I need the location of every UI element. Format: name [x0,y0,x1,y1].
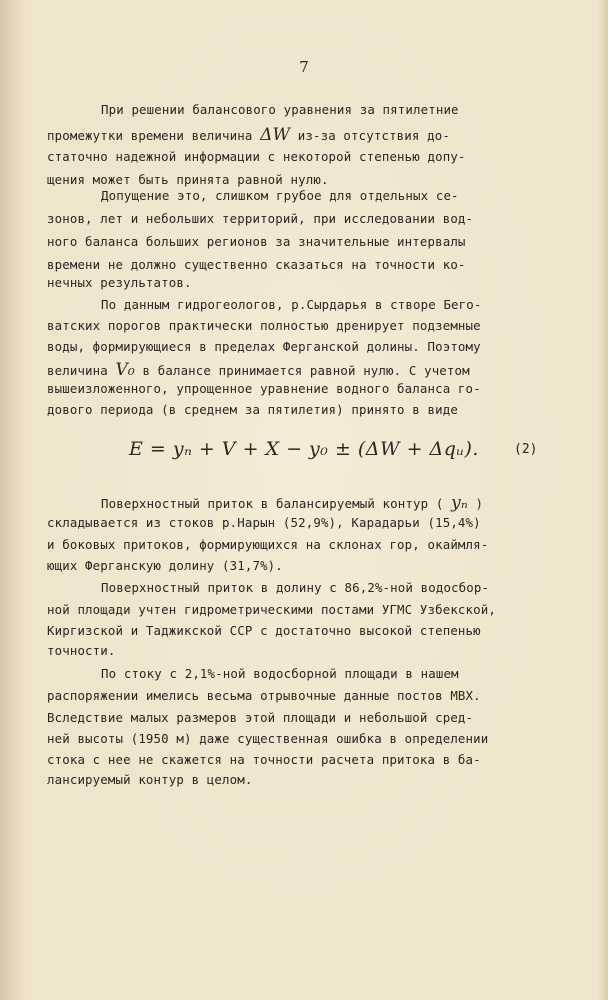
text-segment: в балансе принимается равной нулю. С учетом [134,363,470,378]
text-line [47,362,470,379]
text-line: По данным гидрогеологов, р.Сырдарья в створе Бего- [101,297,482,312]
text-line: При решении балансового уравнения за пятилетние [101,102,459,117]
text-line: ющих Ферганскую долину (31,7%). [47,558,283,573]
text-segment: величина [47,363,116,378]
text-segment: ) [467,496,484,511]
text-line: зонов, лет и небольших территорий, при исследовании вод- [47,211,474,226]
yn-symbol: yₙ [451,493,468,513]
text-line: точности. [47,643,116,658]
text-line: щения может быть принята равной нулю. [47,172,329,187]
text-segment: из-за отсутствия до- [290,128,450,143]
text-line: стока с нее не скажется на точности расчета притока в ба- [47,752,481,767]
page-shadow-right [598,0,608,1000]
text-line: лансируемый контур в целом. [47,772,253,787]
page-shadow-left [0,0,26,1000]
text-line [47,127,450,144]
text-line: статочно надежной информации с некоторой степенью допу- [47,149,466,164]
text-line: времени не должно существенно сказаться на точности ко- [47,257,466,272]
text-line: ней высоты (1950 м) даже существенная ошибка в определении [47,731,489,746]
delta-w-symbol: ΔW [260,125,291,145]
text-line: ной площади учтен гидрометрическими постами УГМС Узбекской, [47,602,496,617]
text-line: Вследствие малых размеров этой площади и небольшой сред- [47,710,474,725]
text-line: Допущение это, слишком грубое для отдельных се- [101,188,459,203]
text-line: воды, формирующиеся в пределах Ферганской долины. Поэтому [47,339,481,354]
equation-number: (2) [514,442,538,457]
v0-symbol: V₀ [115,360,135,380]
text-line: ватских порогов практически полностью дренирует подземные [47,318,481,333]
text-line: и боковых притоков, формирующихся на склонах гор, окаймля- [47,537,489,552]
text-line: Поверхностный приток в долину с 86,2%-ной водосбор- [101,580,490,595]
text-line: Киргизской и Таджикской ССР с достаточно высокой степенью [47,623,481,638]
text-line: ного баланса больших регионов за значительные интервалы [47,234,466,249]
balance-equation: E = yₙ + V + X − y₀ ± (ΔW + Δqᵤ). [129,438,479,460]
text-line: распоряжении имелись весьма отрывочные данные постов МВХ. [47,688,481,703]
text-line: вышеизложенного, упрощенное уравнение водного баланса го- [47,381,481,396]
text-line: По стоку с 2,1%-ной водосборной площади в нашем [101,666,459,681]
text-segment: промежутки времени величина [47,128,261,143]
page-number: 7 [299,58,309,76]
text-line: нечных результатов. [47,275,192,290]
text-line: складывается из стоков р.Нарын (52,9%), Карадарьи (15,4%) [47,515,481,530]
text-segment: Поверхностный приток в балансируемый контур ( [101,496,452,511]
text-line: дового периода (в среднем за пятилетия) принято в виде [47,402,458,417]
text-line [101,495,483,512]
